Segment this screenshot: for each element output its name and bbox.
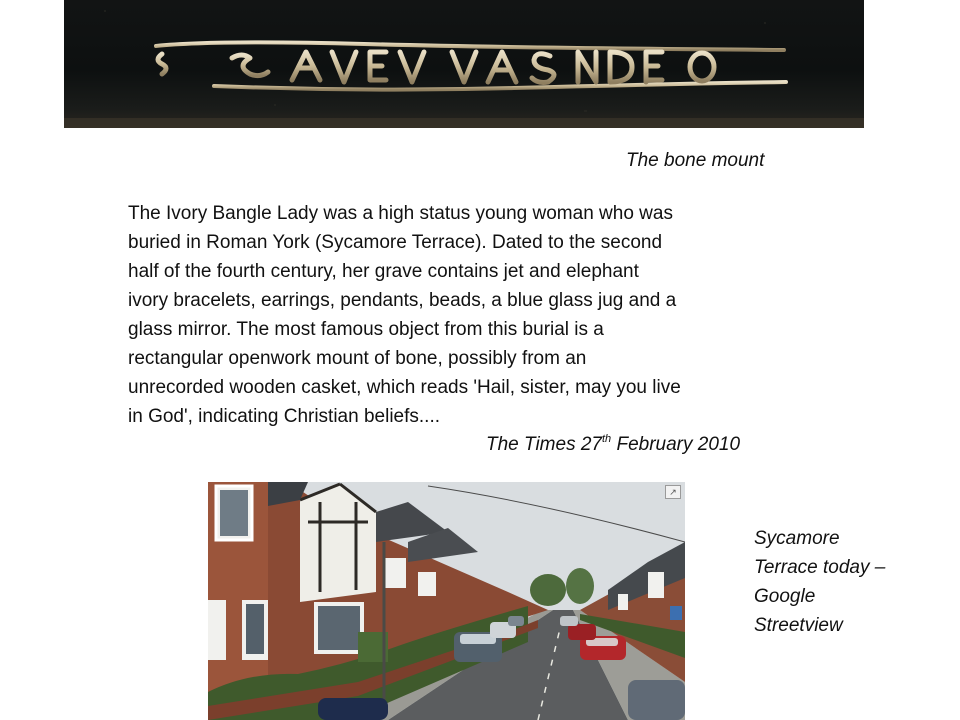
street-caption [754, 524, 934, 640]
quote-source-superscript: th [602, 433, 612, 445]
quote-text [128, 199, 788, 431]
street-caption-line: Terrace today – [754, 557, 886, 578]
quote-line: glass mirror. The most famous object from this burial is a [128, 319, 604, 340]
quote-source-prefix: The Times 27 [486, 434, 602, 455]
quote-line: unrecorded wooden casket, which reads 'Hail, sister, may you live [128, 377, 681, 398]
street-caption-line: Streetview [754, 615, 843, 636]
quote-line: buried in Roman York (Sycamore Terrace). Dated to the second [128, 232, 663, 253]
street-caption-line: Sycamore [754, 528, 840, 549]
street-view-illustration [208, 482, 685, 720]
quote-line: rectangular openwork mount of bone, possibly from an [128, 348, 587, 369]
street-caption-line: Google [754, 586, 816, 607]
street-view-photo [208, 482, 685, 720]
quote-line: The Ivory Bangle Lady was a high status young woman who was [128, 203, 673, 224]
bone-mount-illustration [64, 0, 864, 128]
expand-icon[interactable]: ↗ [665, 485, 681, 499]
quote-source-suffix: February 2010 [611, 434, 741, 455]
quote-line: ivory bracelets, earrings, pendants, beads, a blue glass jug and a [128, 290, 677, 311]
bone-mount-caption: The bone mount [626, 150, 765, 171]
quote-line: in God', indicating Christian beliefs.... [128, 406, 441, 427]
bone-mount-photo [64, 0, 864, 128]
quote-line: half of the fourth century, her grave contains jet and elephant [128, 261, 639, 282]
quote-source [486, 430, 740, 459]
